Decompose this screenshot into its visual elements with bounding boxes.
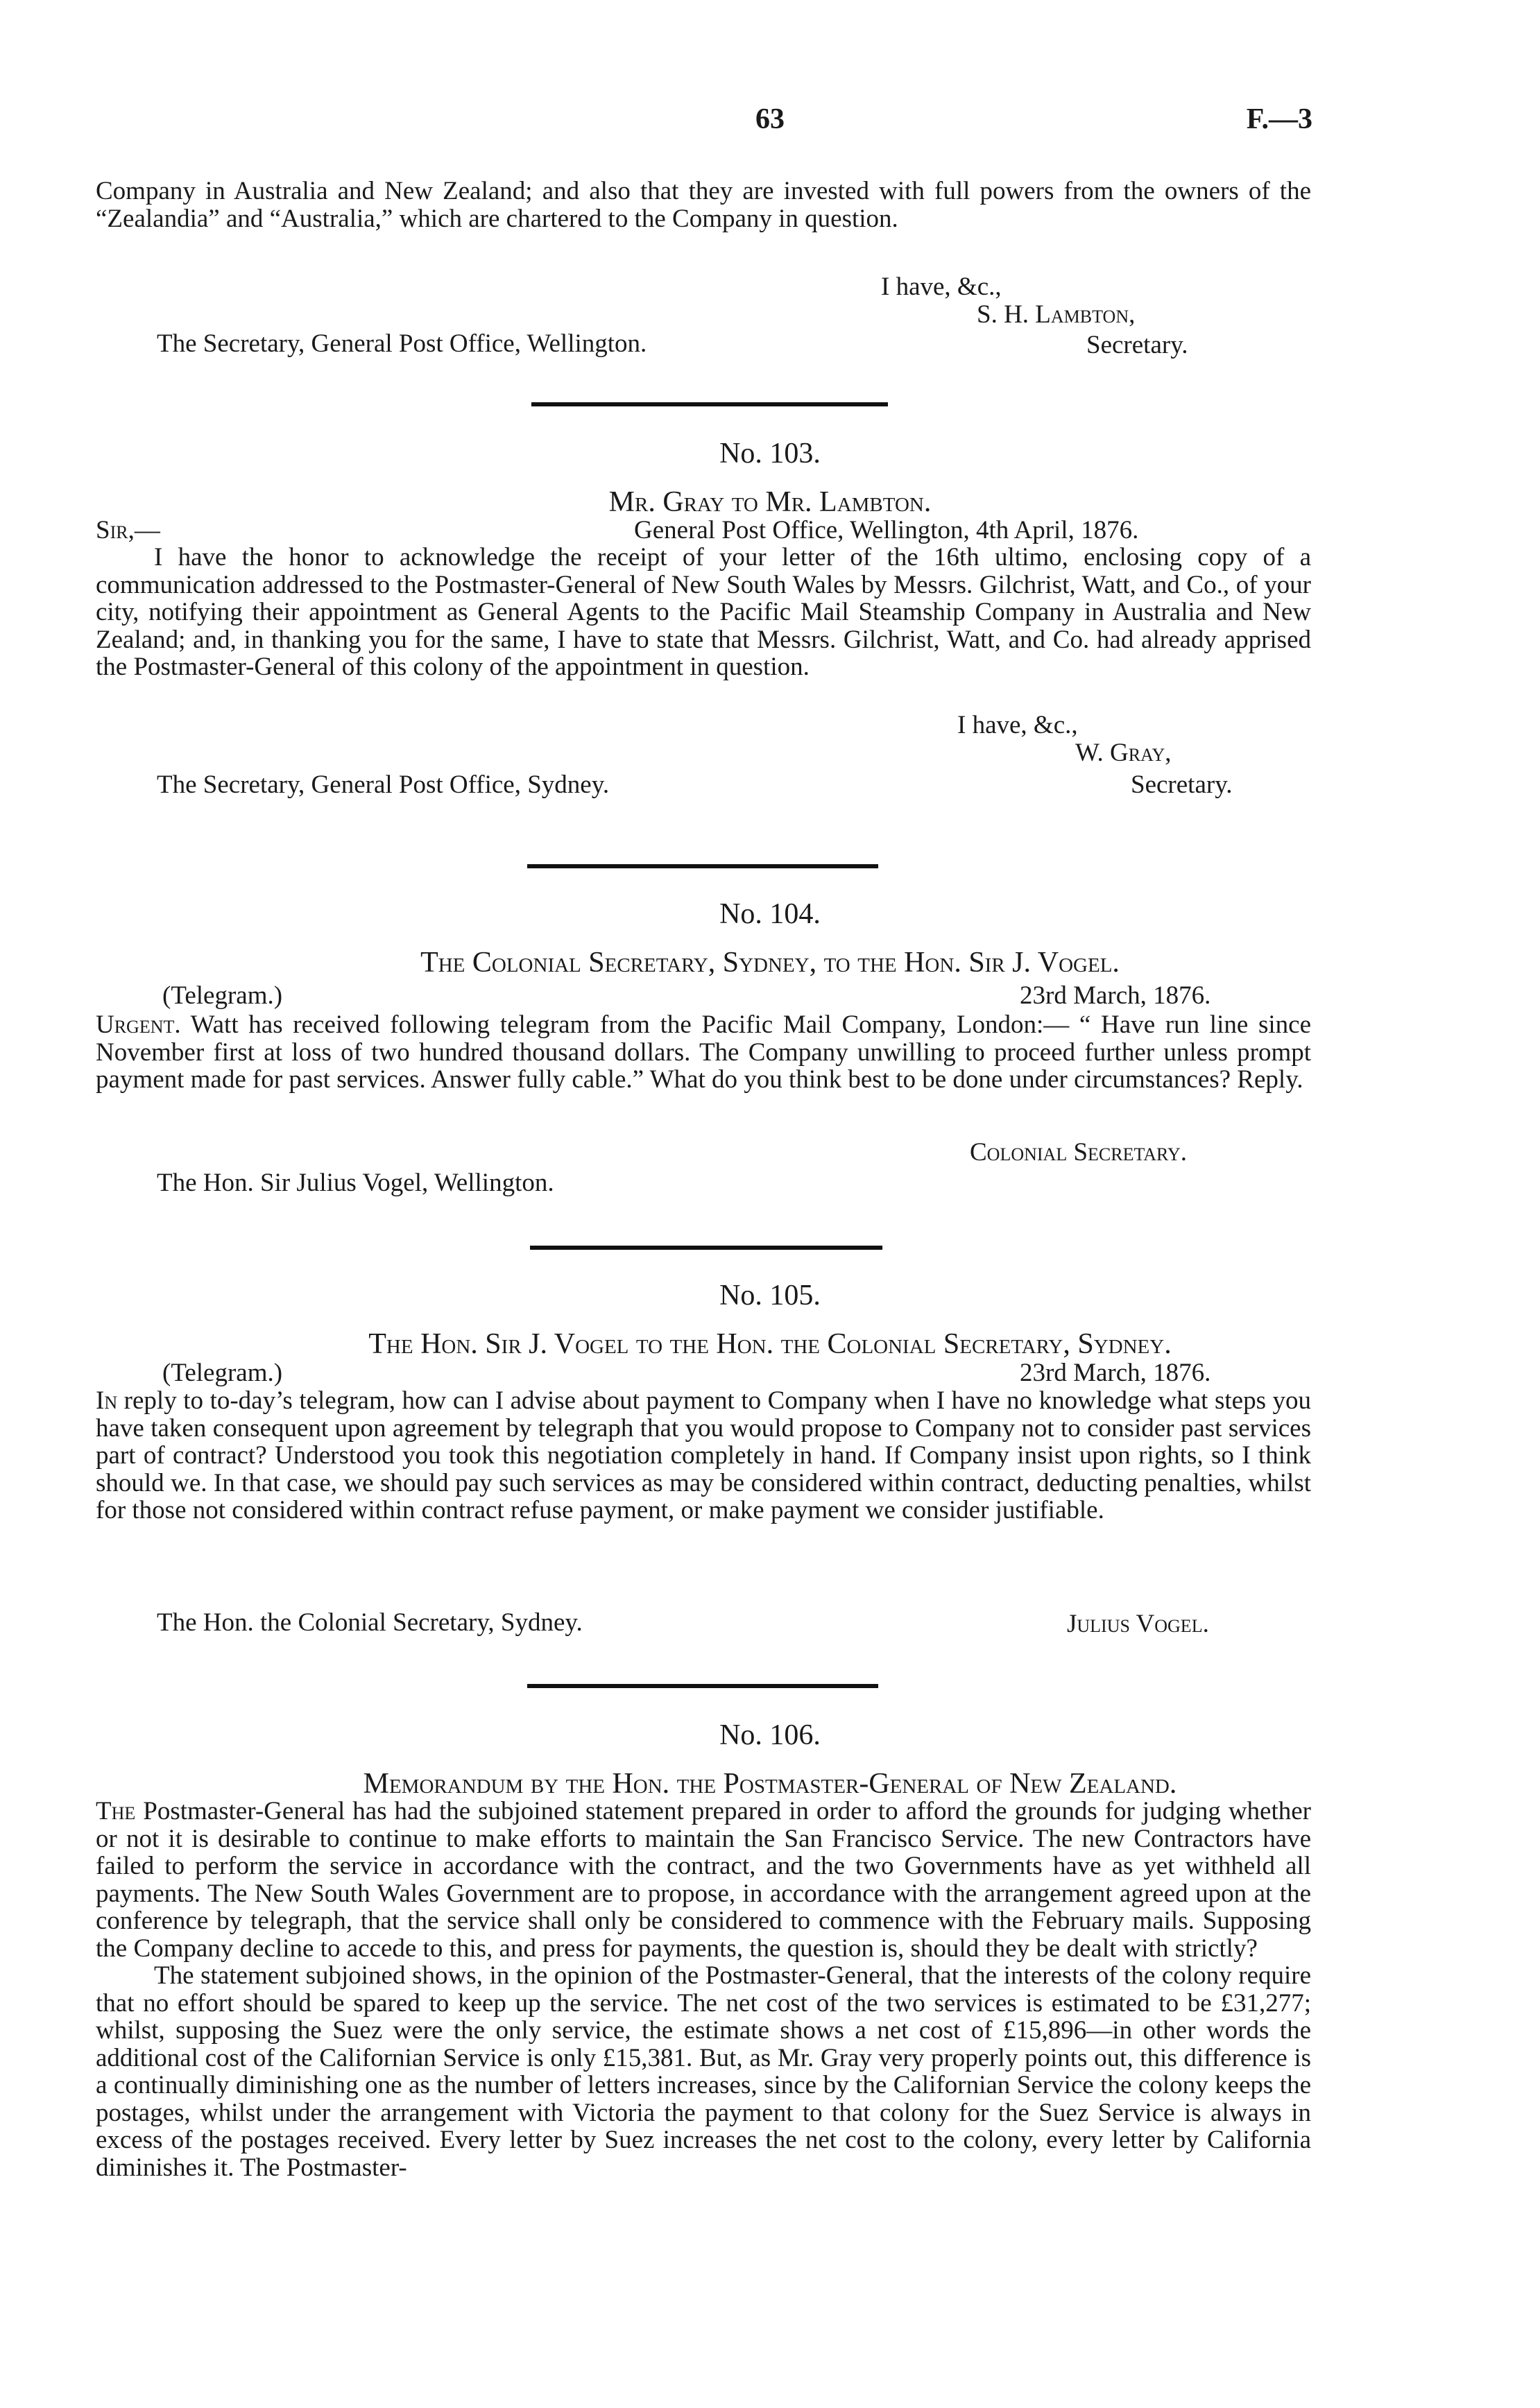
page-number: 63 (755, 103, 785, 135)
signature: W. Gray, (1075, 739, 1172, 767)
closing-line: I have, &c., (881, 273, 1002, 301)
closing-line: I have, &c., (957, 711, 1078, 739)
addressee: The Secretary, General Post Office, Sydney. (157, 771, 610, 799)
continuation-text: Company in Australia and New Zealand; and also that they are invested with full powers from the owners of the “Zealandia” and “Australia,” which are chartered to the Company in question. (96, 177, 1311, 233)
telegram-body (96, 1011, 1311, 1094)
telegram-date: 23rd March, 1876. (1020, 981, 1211, 1010)
section-divider (531, 402, 888, 406)
memo-lead: The (96, 1797, 136, 1825)
addressee: The Hon. Sir Julius Vogel, Wellington. (157, 1169, 554, 1197)
signature-title: Secretary. (1086, 331, 1188, 359)
memo-body (96, 1798, 1311, 2181)
signature-title: Secretary. (1131, 771, 1233, 799)
memo-number: No. 106. (719, 1719, 821, 1751)
telegram-label: (Telegram.) (162, 981, 283, 1010)
telegram-body-text: reply to to-day’s telegram, how can I advise about payment to Company when I have no knowledge what steps you have taken consequent upon agreement by telegraph that you would propose to Company not to consider past services part of contract? Understood you took this negotiation completely in hand. If Company insist upon rights, so I think should we. In that case, we should pay such services as may be considered within contract, deducting penalties, whilst for those not considered within contract refuse payment, or make payment we consider justifiable. (96, 1386, 1312, 1524)
letter-subtitle: The Colonial Secretary, Sydney, to the Hon. Sir J. Vogel. (420, 947, 1120, 979)
letter-body (96, 544, 1311, 681)
memo-paragraph-1: Postmaster-General has had the subjoined statement prepared in order to afford the grounds for judging whether or not it is desirable to continue to make efforts to maintain the San Francisco Service. The new Contractors have failed to perform the service in accordance with the contract, and the two Governments have as yet withheld all payments. The New South Wales Government are to propose, in accordance with the arrangement agreed upon at the conference by telegraph, that the service shall only be considered to commence with the February mails. Supposing the Company decline to accede to this, and press for payments, the question is, should they be dealt with strictly? (96, 1797, 1311, 1963)
dateline: General Post Office, Wellington, 4th April, 1876. (634, 516, 1139, 544)
telegram-lead: In (96, 1386, 118, 1415)
letter-subtitle: Mr. Gray to Mr. Lambton. (608, 486, 932, 518)
telegram-body (96, 1387, 1311, 1524)
salutation: Sir,— (96, 516, 160, 544)
telegram-body-text: Watt has received following telegram from the Pacific Mail Company, London:— “ Have run line since November first at loss of two hundred thousand dollars. The Company unwilling to proceed further unless prompt payment made for past services. Answer fully cable.” What do you think best to be done under circumstances? Reply. (96, 1011, 1311, 1094)
letter-number: No. 104. (719, 898, 821, 930)
letter-number: No. 103. (719, 438, 821, 470)
addressee: The Secretary, General Post Office, Wellington. (157, 329, 647, 358)
section-divider (530, 1246, 882, 1250)
telegram-date: 23rd March, 1876. (1020, 1359, 1211, 1387)
memo-subtitle: Memorandum by the Hon. the Postmaster-General of New Zealand. (363, 1768, 1177, 1800)
signature: S. H. Lambton, (977, 300, 1136, 329)
letter-number: No. 105. (719, 1280, 821, 1312)
document-reference: F.—3 (1246, 103, 1312, 135)
memo-paragraph-2: The statement subjoined shows, in the opinion of the Postmaster-General, that the interests of the colony require that no effort should be spared to keep up the service. The net cost of the two services is estimated to be £31,277; whilst, supposing the Suez were the only service, the estimate shows a net cost of £15,896—in other words the additional cost of the Californian Service is only £15,381. But, as Mr. Gray very properly points out, this difference is a continually diminishing one as the number of letters increases, since by the Californian Service the colony keeps the postages, whilst under the arrangement with Victoria the payment to that colony for the Suez Service is always in excess of the postages received. Every letter by Suez increases the net cost to the colony, every letter by California diminishes it. The Postmaster- (96, 1961, 1311, 2182)
signature: Julius Vogel. (1067, 1610, 1209, 1638)
letter-body-text: I have the honor to acknowledge the receipt of your letter of the 16th ultimo, enclosing copy of a communication addressed to the Postmaster-General of New South Wales by Messrs. Gilchrist, Watt, and Co., of your city, notifying their appointment as General Agents to the Pacific Mail Steamship Company in Australia and New Zealand; and, in thanking you for the same, I have to state that Messrs. Gilchrist, Watt, and Co. had already apprised the Postmaster-General of this colony of the appointment in question. (96, 543, 1311, 681)
letter-subtitle: The Hon. Sir J. Vogel to the Hon. the Colonial Secretary, Sydney. (368, 1328, 1172, 1360)
telegram-label: (Telegram.) (162, 1359, 283, 1387)
signature: Colonial Secretary. (970, 1138, 1187, 1167)
section-divider (527, 864, 878, 868)
telegram-lead: Urgent. (96, 1011, 181, 1039)
addressee: The Hon. the Colonial Secretary, Sydney. (157, 1608, 583, 1637)
section-divider (527, 1684, 878, 1688)
